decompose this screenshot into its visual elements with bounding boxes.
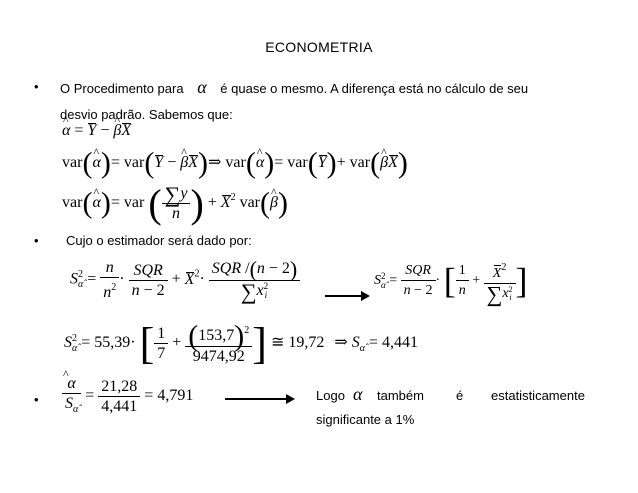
arrow-right-icon [325, 290, 370, 302]
equation-t-ratio: ^ $\frac{\alpha}{S_{\alphâ}}$ = $\frac{21,28}{4,441}$ = 4,791 [62, 374, 193, 419]
page-title: ECONOMETRIA [265, 39, 373, 55]
bullet-3: • [34, 392, 39, 407]
paragraph-1-line2: desvio padrão. Sabemos que: [60, 107, 233, 122]
conclusion-word-tambem: também [377, 388, 424, 403]
alpha-symbol: α [353, 384, 363, 404]
paragraph-1-part1: O Procedimento para [60, 81, 184, 96]
equation-variance-expansion: var(^ α)= var(Y − ^ βX)⇒ var(^ α)= var(Y)+ var(^ βX) [62, 152, 408, 173]
arrow-right-icon [225, 393, 295, 405]
equation-alpha-estimator: ^ α = Y − ^ βX [62, 122, 131, 140]
conclusion-word-e: é [456, 388, 464, 403]
equation-variance-result: var(^ α)= var ( $\frac{\sum y}{n}$ ) + $X^2$ var(^ β) [62, 180, 288, 227]
bullet-1: • [34, 79, 39, 94]
equation-variance-numeric: S 2 α̂ = 55,39· [ $\frac{1}{7}$ + $\frac{(153,7)^2}{9474,92}$ ] ≅ 19,72 ⇒ $S_{\alphâ} = 4,441$ [64, 319, 419, 368]
paragraph-1-part2: é quase o mesmo. A diferença está no cálculo de seu [220, 81, 529, 96]
conclusion-word-logo: Logo [316, 388, 345, 403]
alpha-symbol: α [197, 77, 207, 97]
equation-variance-simplified: S 2 α̂ = $\frac{\text{SQR}}{n - 2}$ · [ $\frac{1}{n}$ + $X^2$ ∑x 2 i ] [374, 258, 528, 303]
equation-variance-estimator: S 2 α̂ = $\frac{n}{n^2}$ · $\frac{\text{SQR}}{n - 2}$ + $X^2\cdot$ SQR /(n − 2) ∑x 2 i [70, 258, 300, 302]
conclusion-word-estatisticamente: estatisticamente [491, 388, 585, 403]
bullet-2: • [34, 233, 39, 248]
conclusion-line2: significante a 1% [316, 412, 415, 427]
paragraph-1 [60, 77, 620, 99]
paragraph-2: Cujo o estimador será dado por: [66, 233, 252, 248]
